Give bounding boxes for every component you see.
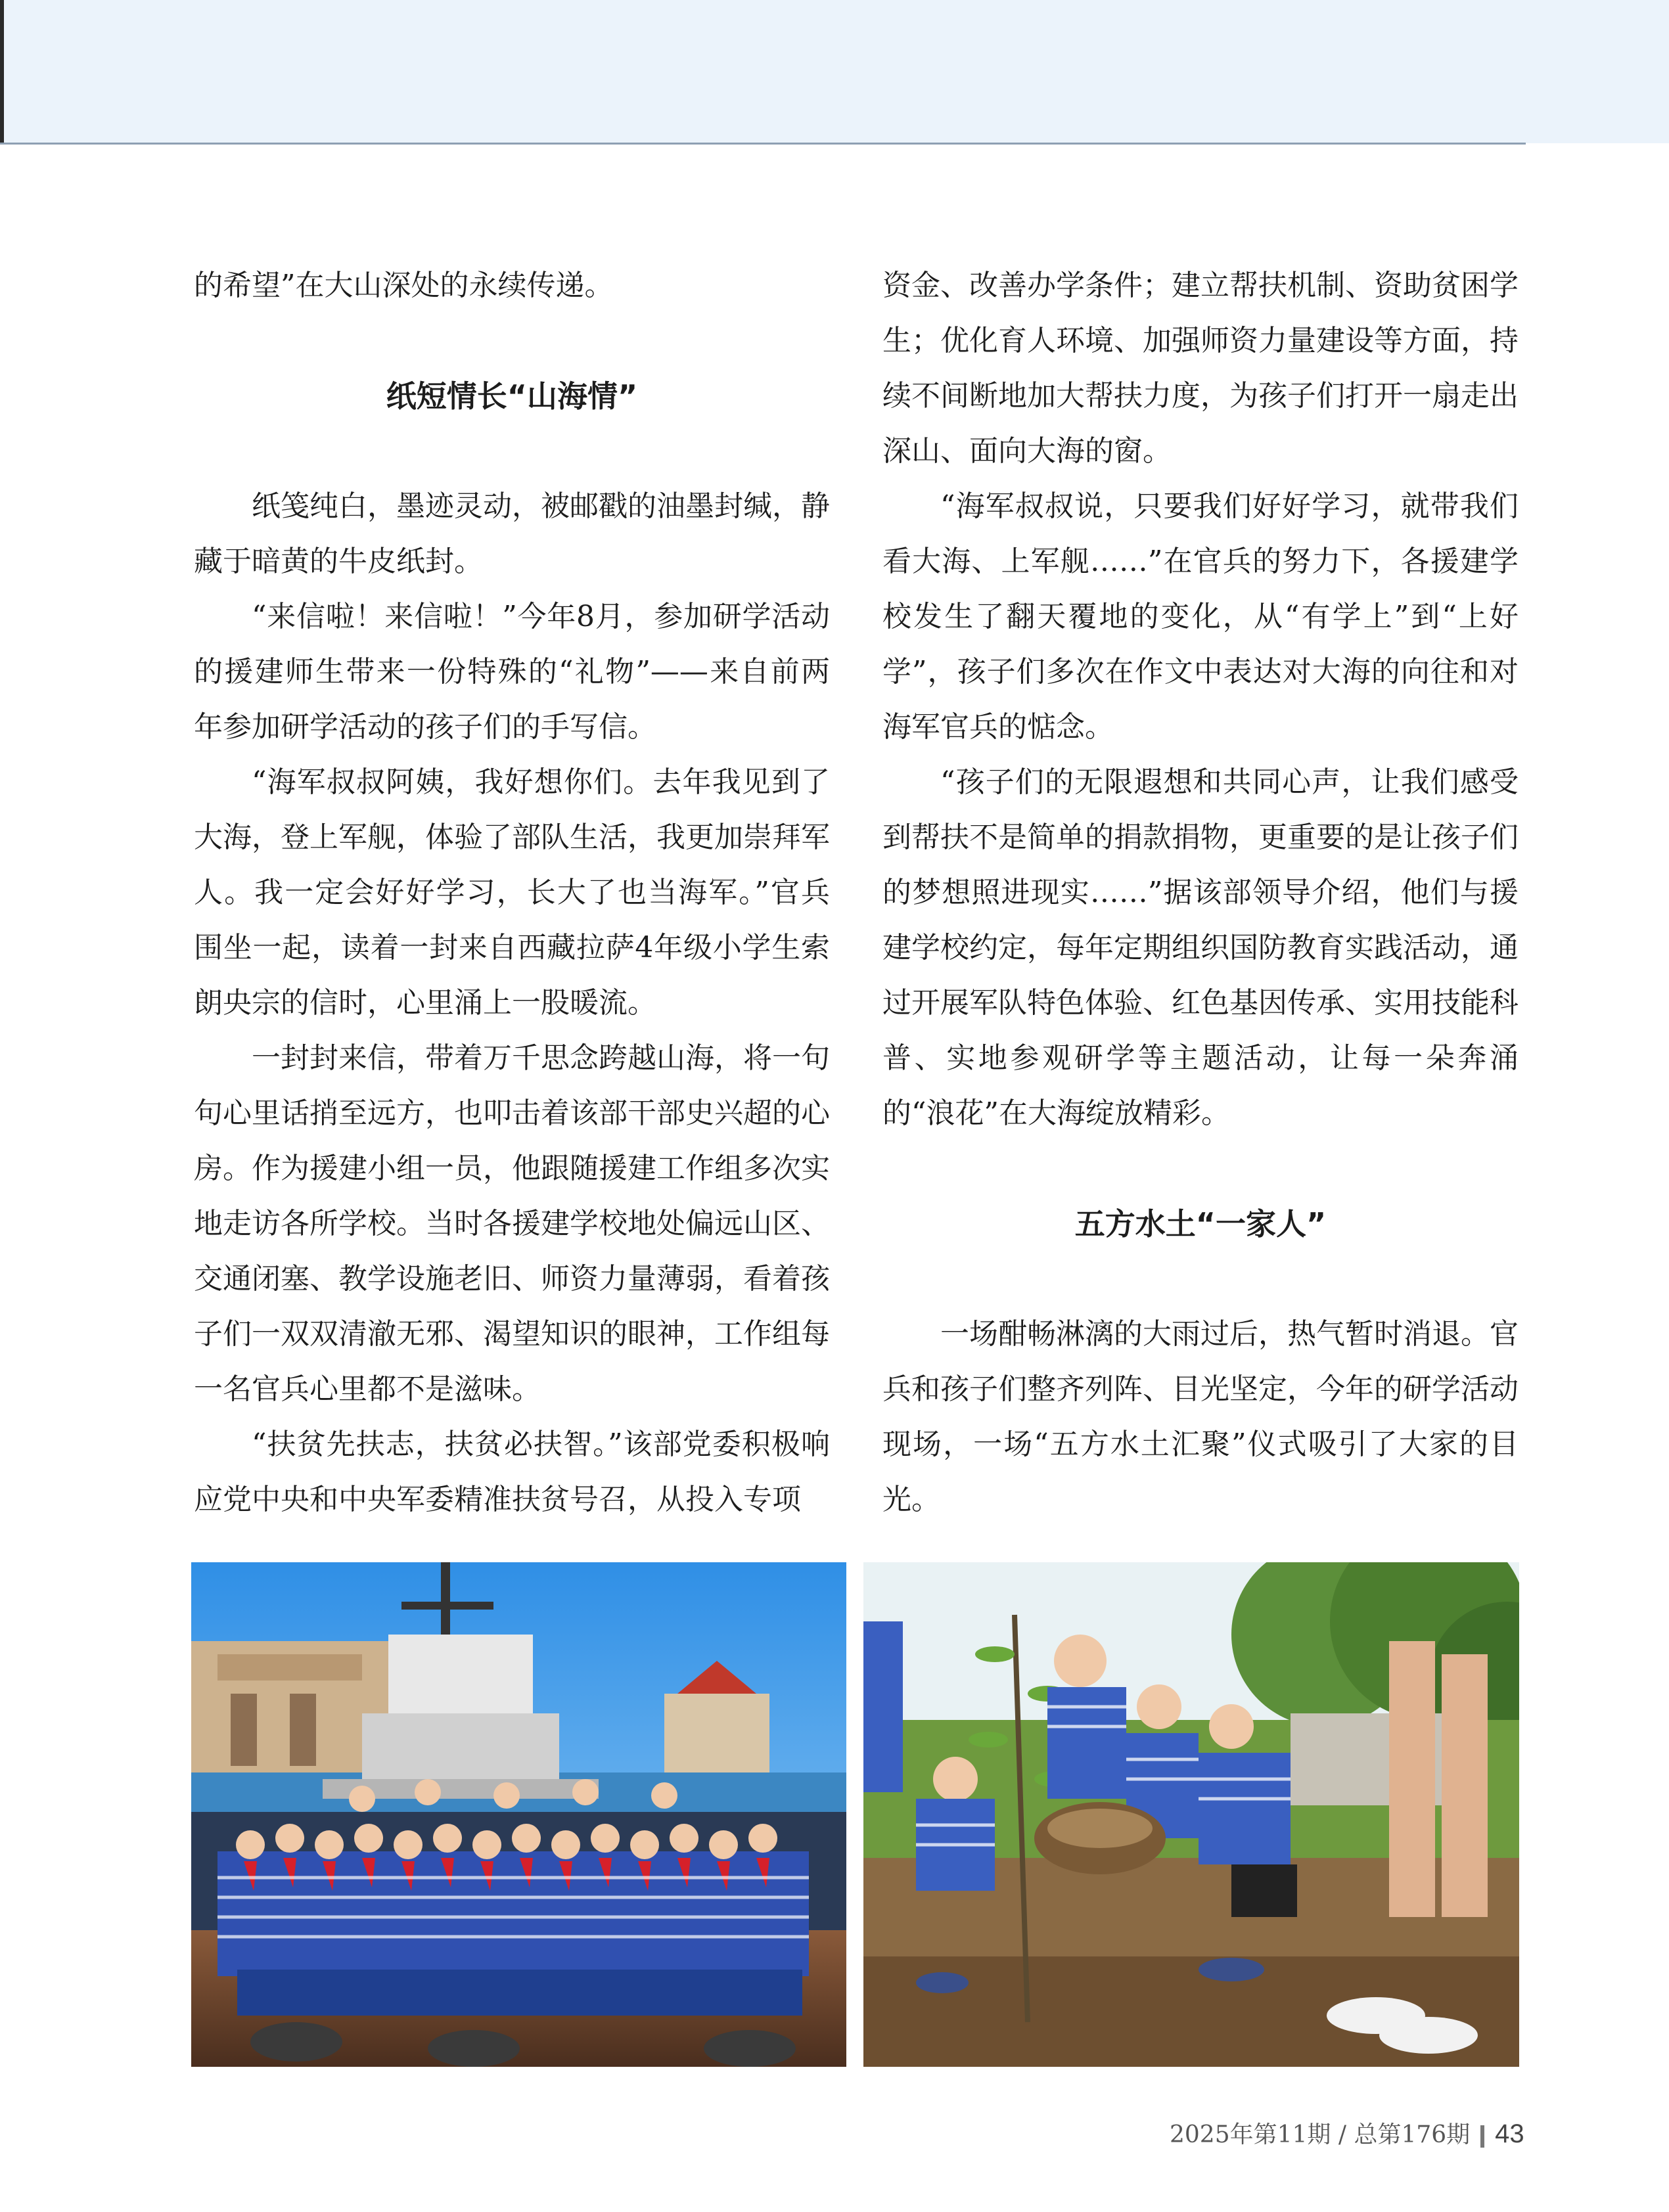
paragraph: 一场酣畅淋漓的大雨过后，热气暂时消退。官兵和孩子们整齐列阵、目光坚定，今年的研学活动现场，一场“五方水土汇聚”仪式吸引了大家的目光。 — [882, 1317, 1519, 1516]
page-number: 43 — [1495, 2119, 1524, 2148]
paragraph: 一封封来信，带着万千思念跨越山海，将一句句心里话捎至远方，也叩击着该部干部史兴超的心房。作为援建小组一员，他跟随援建工作组多次实地走访各所学校。当时各援建学校地处偏远山区、交通闭塞、教学设施老旧、师资力量薄弱，看着孩子们一双双清澈无邪、渴望知识的眼神，工作组每一名官兵心里都不是滋味。 — [194, 1041, 830, 1406]
paragraph: “海军叔叔说，只要我们好好学习，就带我们看大海、上军舰……”在官兵的努力下，各援建学校发生了翻天覆地的变化，从“有学上”到“上好学”，孩子们多次在作文中表达对大海的向往和对海军官兵的惦念。 — [882, 489, 1519, 744]
paragraph: 纸笺纯白，墨迹灵动，被邮戳的油墨封缄，静藏于暗黄的牛皮纸封。 — [194, 489, 830, 578]
header-rule — [0, 143, 1526, 145]
paragraph: “海军叔叔阿姨，我好想你们。去年我见到了大海，登上军舰，体验了部队生活，我更加崇拜军人。我一定会好好学习，长大了也当海军。”官兵围坐一起，读着一封来自西藏拉萨4年级小学生索朗央宗的信时，心里涌上一股暖流。 — [194, 765, 830, 1020]
paragraph: “扶贫先扶志，扶贫必扶智。”该部党委积极响应党中央和中央军委精准扶贫号召，从投入专项 — [194, 1428, 830, 1516]
section-heading: 纸短情长“山海情” — [386, 378, 638, 414]
paragraph: 的希望”在大山深处的永续传递。 — [194, 269, 614, 302]
right-column — [882, 258, 1519, 1527]
header-edge-line — [0, 0, 4, 145]
photo-ship-group — [191, 1562, 846, 2067]
paragraph: “来信啦！来信啦！”今年8月，参加研学活动的援建师生带来一份特殊的“礼物”——来自前两年参加研学活动的孩子们的手写信。 — [194, 600, 830, 744]
paragraph: 资金、改善办学条件；建立帮扶机制、资助贫困学生；优化育人环境、加强师资力量建设等方面，持续不间断地加大帮扶力度，为孩子们打开一扇走出深山、面向大海的窗。 — [882, 269, 1519, 468]
photo-tree-planting — [863, 1562, 1519, 2067]
section-heading: 五方水土“一家人” — [1074, 1206, 1327, 1242]
paragraph: “孩子们的无限遐想和共同心声，让我们感受到帮扶不是简单的捐款捐物，更重要的是让孩子们的梦想照进现实……”据该部领导介绍，他们与援建学校约定，每年定期组织国防教育实践活动，通过开展军队特色体验、红色基因传承、实用技能科普、实地参观研学等主题活动，让每一朵奔涌的“浪花”在大海绽放精彩。 — [882, 765, 1519, 1130]
footer-divider — [1480, 2125, 1484, 2148]
left-column — [194, 258, 830, 1527]
page-header-band — [0, 0, 1669, 143]
page-footer — [1170, 2114, 1564, 2154]
issue-info: 2025年第11期 / 总第176期 — [1170, 2121, 1471, 2148]
